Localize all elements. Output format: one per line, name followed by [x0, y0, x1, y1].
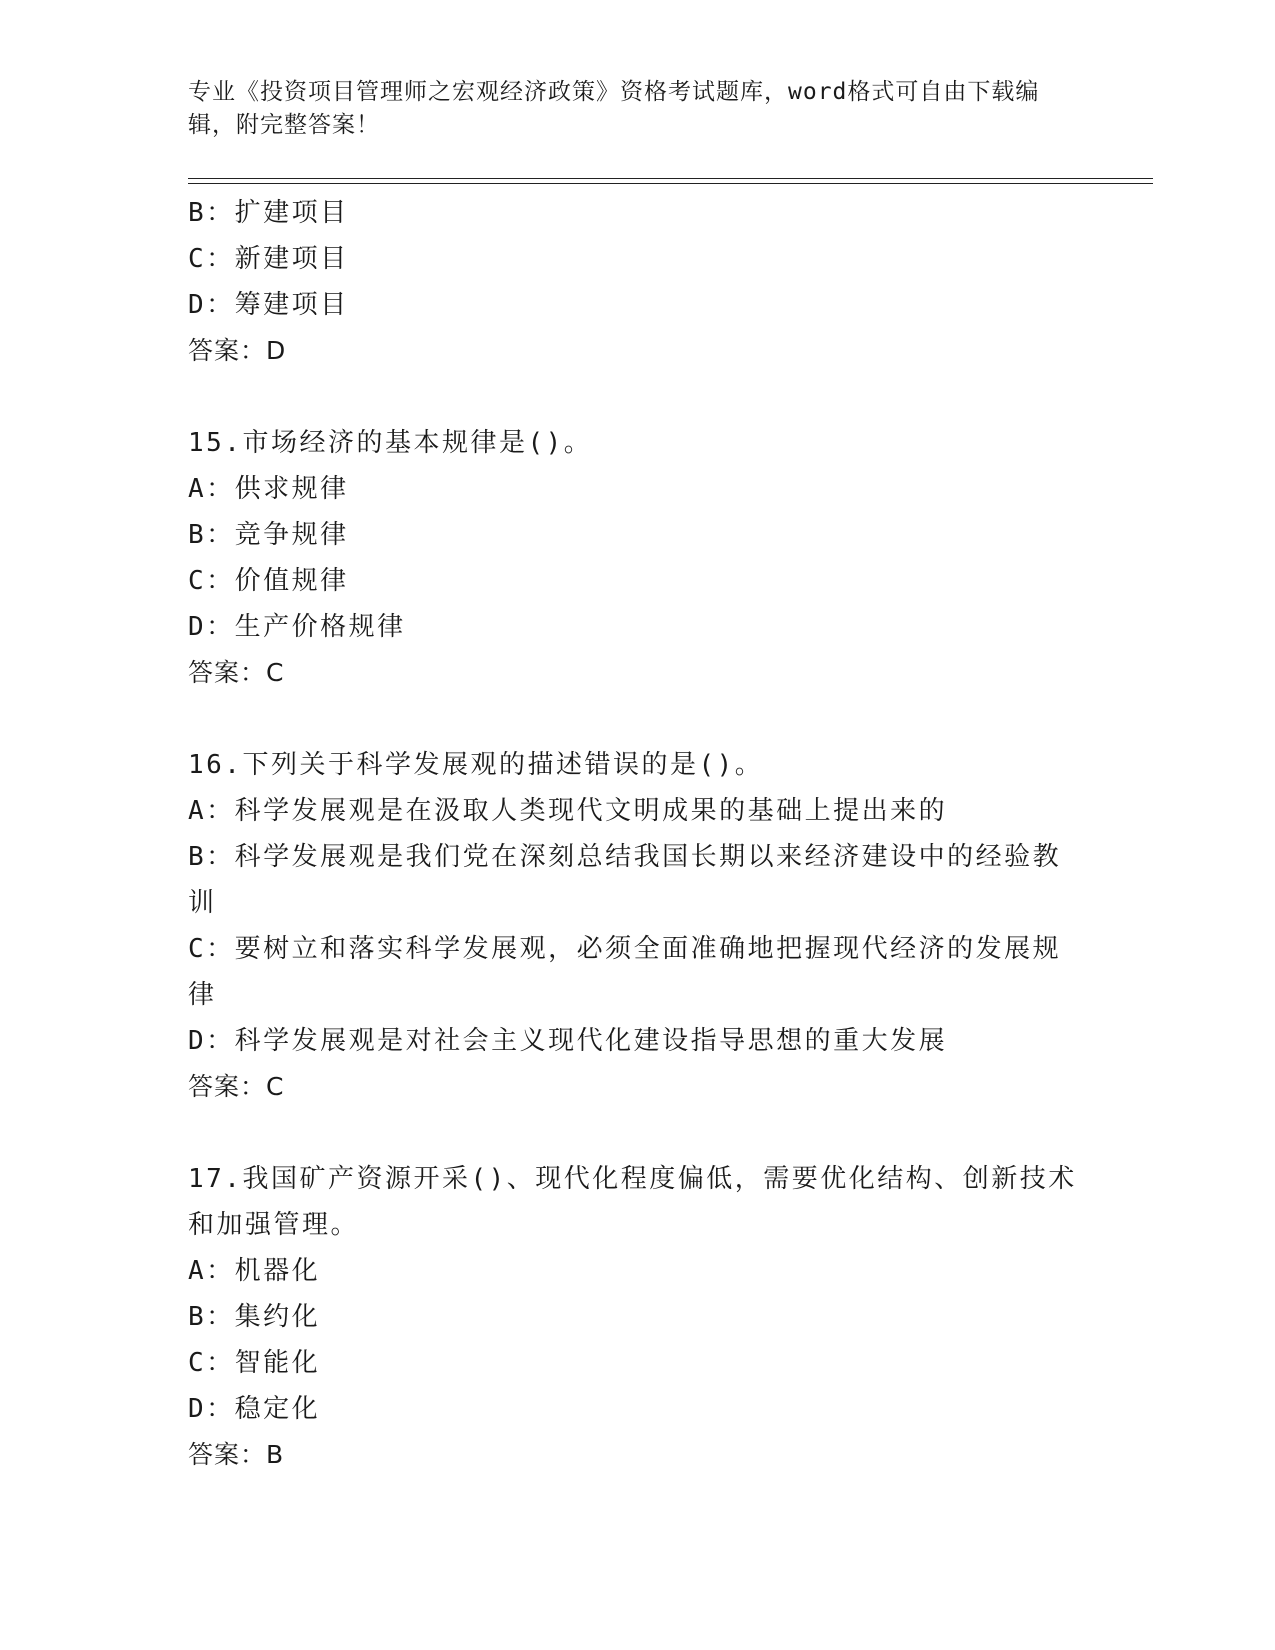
question-stem: 17.我国矿产资源开采()、现代化程度偏低，需要优化结构、创新技术和加强管理。 — [188, 1164, 1077, 1240]
option-c: C：智能化 — [188, 1348, 321, 1378]
header-divider-top — [188, 178, 1153, 179]
option-b: B：扩建项目 — [188, 198, 349, 228]
option-a: A：供求规律 — [188, 474, 349, 504]
question-17 — [188, 1156, 1088, 1478]
option-d: D：稳定化 — [188, 1394, 321, 1424]
option-c: C：价值规律 — [188, 566, 349, 596]
answer: 答案：C — [188, 1072, 285, 1101]
question-14-tail — [188, 190, 1088, 374]
question-stem: 16.下列关于科学发展观的描述错误的是()。 — [188, 750, 764, 780]
option-c: C：新建项目 — [188, 244, 349, 274]
document-header: 专业《投资项目管理师之宏观经济政策》资格考试题库，word格式可自由下载编辑，附完整答案！ — [188, 79, 1040, 138]
question-list — [188, 190, 1088, 1478]
question-spacer — [188, 1110, 1088, 1156]
question-spacer — [188, 696, 1088, 742]
question-16 — [188, 742, 1088, 1110]
question-spacer — [188, 374, 1088, 420]
option-a: A：机器化 — [188, 1256, 321, 1286]
option-a: A：科学发展观是在汲取人类现代文明成果的基础上提出来的 — [188, 796, 948, 826]
option-d: D：筹建项目 — [188, 290, 349, 320]
option-b: B：科学发展观是我们党在深刻总结我国长期以来经济建设中的经验教训 — [188, 842, 1062, 918]
option-b: B：竞争规律 — [188, 520, 349, 550]
option-b: B：集约化 — [188, 1302, 321, 1332]
answer: 答案：B — [188, 1440, 285, 1469]
question-stem: 15.市场经济的基本规律是()。 — [188, 428, 593, 458]
header-divider-bottom — [188, 183, 1153, 184]
answer: 答案：D — [188, 336, 287, 365]
option-d: D：科学发展观是对社会主义现代化建设指导思想的重大发展 — [188, 1026, 948, 1056]
question-15 — [188, 420, 1088, 696]
option-c: C：要树立和落实科学发展观，必须全面准确地把握现代经济的发展规律 — [188, 934, 1062, 1010]
answer: 答案：C — [188, 658, 285, 687]
option-d: D：生产价格规律 — [188, 612, 406, 642]
